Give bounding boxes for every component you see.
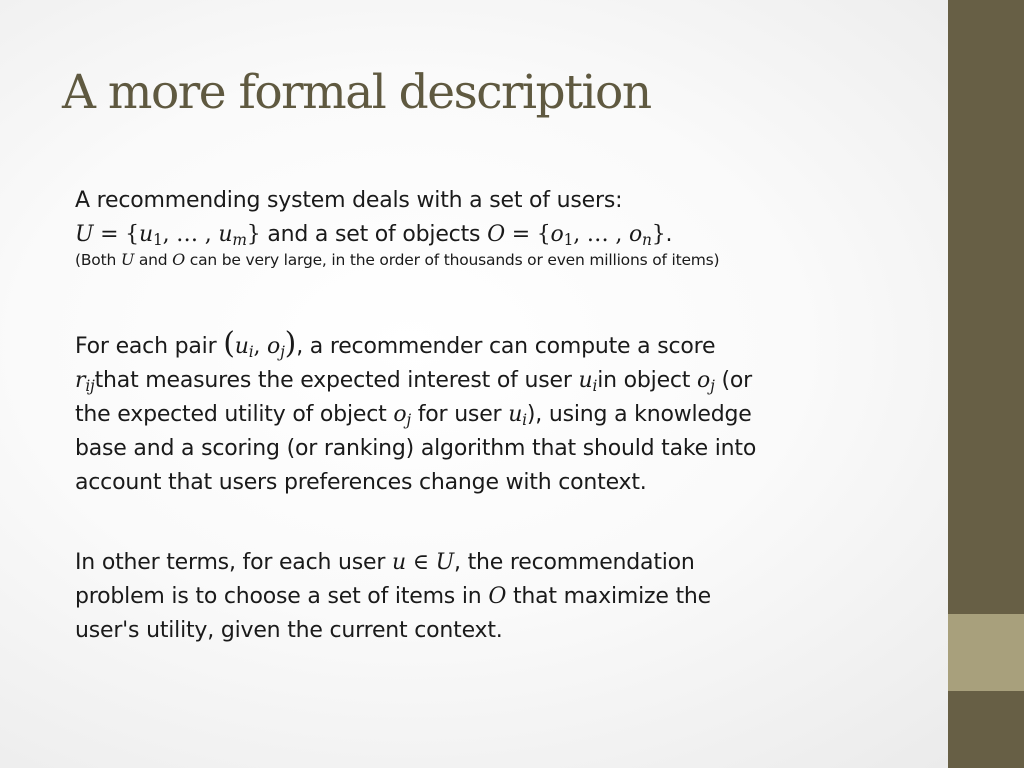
sidebar-accent-block [948,614,1024,691]
p2-text-f: the expected utility of object [75,402,387,427]
slide-body [75,184,895,648]
p3-text-d: that maximize the [512,584,712,609]
symbol-O: O [172,250,186,269]
membership-formula: u ∈ U [392,550,454,575]
score-symbol: $r_{ij}$ [75,368,95,395]
symbol-U: U [120,250,135,269]
p3-text-b: , the recommendation [454,550,695,575]
paragraph-3-line-2 [75,580,895,614]
slide-title: A more formal description [62,65,651,120]
p2-text-c: that measures the expected interest of user [94,368,572,393]
note-part-2: and [138,251,168,269]
paragraph-2-line-1 [75,326,895,364]
paragraph-2-line-4: base and a scoring (or ranking) algorithm that should take into [75,436,757,461]
pair-formula: ($u_i$, $o_j$) [223,326,297,361]
period: . [665,222,673,247]
paragraph-3-line-1 [75,546,895,580]
paragraph-2-line-3 [75,398,895,432]
p2-text-b: , a recommender can compute a score [296,334,716,359]
size-note [75,248,895,272]
user-symbol-2: $u_i$ [508,402,527,429]
p3-text-c: problem is to choose a set of items in [75,584,482,609]
paragraph-3-line-3: user's utility, given the current context. [75,618,503,643]
p2-text-e: (or [721,368,752,393]
users-set-formula: $U = \{u_1$, … , $u_m$} [75,222,261,249]
object-symbol: $o_j$ [697,368,715,395]
p2-text-g: for user [417,402,502,427]
p2-text-a: For each pair [75,334,217,359]
paragraph-1-line-2 [75,218,895,252]
paragraph-2-line-5: account that users preferences change with context. [75,470,647,495]
p2-text-d: in object [597,368,691,393]
note-part-1: (Both [75,251,117,269]
user-symbol: $u_i$ [578,368,598,395]
symbol-O-2: O [488,584,507,609]
paragraph-2-line-2 [75,364,895,398]
note-part-3: can be very large, in the order of thousands or even millions of items) [189,251,720,269]
objects-intro-text: and a set of objects [267,222,481,247]
objects-set-formula: $O = \{o_1$, … , $o_n$} [487,222,666,249]
p3-text-a: In other terms, for each user [75,550,386,575]
paragraph-1-line-1: A recommending system deals with a set of users: [75,188,623,213]
object-symbol-2: $o_j$ [393,402,411,429]
p2-text-h: ), using a knowledge [526,402,752,427]
